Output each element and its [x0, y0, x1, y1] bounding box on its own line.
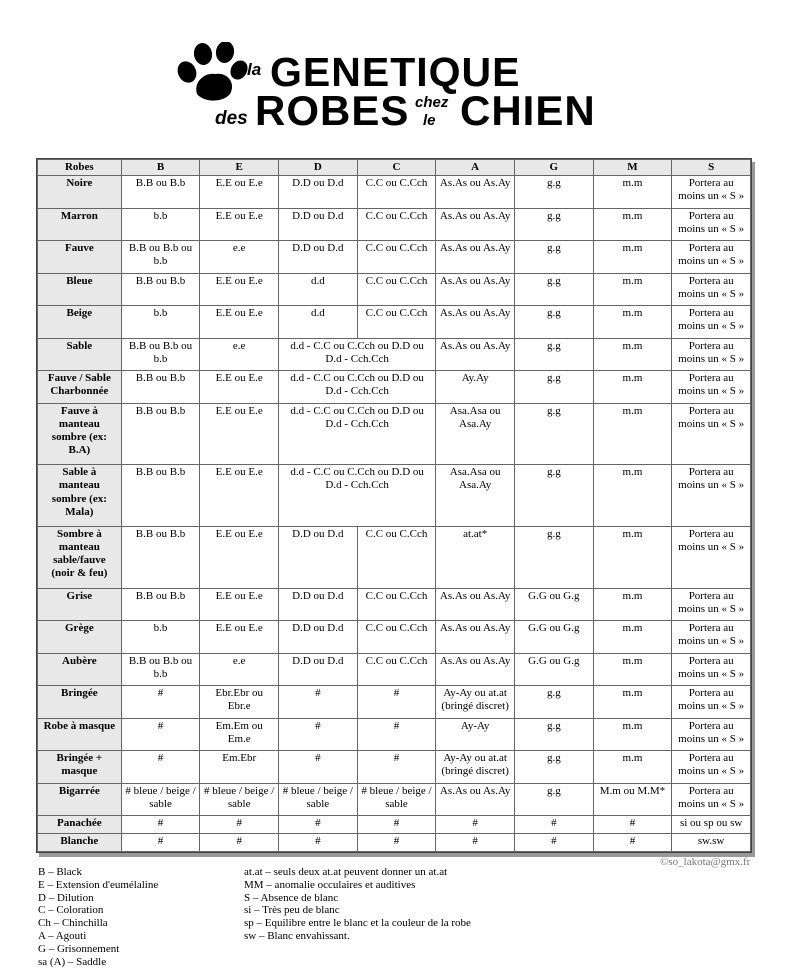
table-cell: C.C ou C.Cch [357, 241, 436, 273]
table-cell: D.D ou D.d [279, 621, 358, 653]
table-cell: As.As ou As.Ay [436, 273, 515, 305]
table-cell: g.g [514, 751, 593, 783]
table-cell: As.As ou As.Ay [436, 621, 515, 653]
table-cell: Portera au moins un « S » [672, 718, 751, 750]
column-header: D [279, 160, 358, 176]
column-header: M [593, 160, 672, 176]
legend-item: sa (A) – Saddle [38, 955, 107, 968]
table-cell: g.g [514, 686, 593, 718]
table-cell: D.D ou D.d [279, 588, 358, 620]
legend-item: B – Black [38, 866, 82, 878]
robe-name: Bringée + masque [38, 751, 122, 783]
table-cell: # [279, 815, 358, 833]
table-cell: # [279, 751, 358, 783]
table-cell: B.B ou B.b [121, 176, 200, 208]
table-cell: As.As ou As.Ay [436, 176, 515, 208]
table-cell: B.B ou B.b ou b.b [121, 241, 200, 273]
table-row [38, 273, 751, 305]
table-cell: m.m [593, 306, 672, 338]
table-cell: D.D ou D.d [279, 526, 358, 588]
legend-item: at.at – seuls deux at.at peuvent donner un at.at [244, 866, 448, 878]
table-cell: G.G ou G.g [514, 588, 593, 620]
robe-name: Sable à manteau sombre (ex: Mala) [38, 465, 122, 527]
table-cell: As.As ou As.Ay [436, 338, 515, 370]
table-cell: Ay-Ay ou at.at (bringé discret) [436, 751, 515, 783]
table-cell: g.g [514, 273, 593, 305]
paw-icon [175, 42, 253, 104]
table-cell: Portera au moins un « S » [672, 621, 751, 653]
legend-item: E – Extension d'eumélaline [38, 878, 159, 891]
robe-name: Robe à masque [38, 718, 122, 750]
table-cell: C.C ou C.Cch [357, 208, 436, 240]
table-cell: # bleue / beige / sable [279, 783, 358, 815]
table-cell: Portera au moins un « S » [672, 306, 751, 338]
legend-left [38, 866, 158, 968]
legend-item: MM – anomalie occulaires et auditives [244, 878, 416, 891]
robe-name: Sombre à manteau sable/fauve (noir & feu) [38, 526, 122, 588]
table-cell: g.g [514, 241, 593, 273]
table-cell: B.B ou B.b ou b.b [121, 653, 200, 685]
table-cell: # [357, 833, 436, 851]
table-cell: # [357, 686, 436, 718]
table-cell: # [436, 815, 515, 833]
table-cell: Em.Em ou Em.e [200, 718, 279, 750]
legend-item: A – Agouti [38, 929, 87, 942]
table-row [38, 208, 751, 240]
table-cell: g.g [514, 526, 593, 588]
table-cell: m.m [593, 176, 672, 208]
table-cell: Ay.Ay [436, 371, 515, 403]
logo-word-le: le [423, 112, 436, 129]
table-cell: # [357, 751, 436, 783]
table-cell: m.m [593, 208, 672, 240]
logo-word-robes: ROBES [255, 87, 410, 134]
table-cell: E.E ou E.e [200, 621, 279, 653]
table-cell: d.d - C.C ou C.Cch ou D.D ou D.d - Cch.Cch [279, 465, 436, 527]
table-cell: C.C ou C.Cch [357, 653, 436, 685]
table-cell: # [121, 718, 200, 750]
column-header: E [200, 160, 279, 176]
table-cell: # [121, 815, 200, 833]
table-cell: m.m [593, 338, 672, 370]
robe-name: Fauve à manteau sombre (ex: B.A) [38, 403, 122, 465]
table-cell: Portera au moins un « S » [672, 338, 751, 370]
table-cell: b.b [121, 208, 200, 240]
table-cell: # [121, 686, 200, 718]
table-row [38, 686, 751, 718]
robe-name: Beige [38, 306, 122, 338]
table-cell: E.E ou E.e [200, 371, 279, 403]
table-cell: Portera au moins un « S » [672, 526, 751, 588]
table-row [38, 403, 751, 465]
table-cell: D.D ou D.d [279, 653, 358, 685]
table-cell: m.m [593, 465, 672, 527]
table-cell: B.B ou B.b [121, 588, 200, 620]
table-cell: C.C ou C.Cch [357, 273, 436, 305]
table-cell: As.As ou As.Ay [436, 783, 515, 815]
logo [175, 38, 595, 133]
table-cell: e.e [200, 338, 279, 370]
table-row [38, 176, 751, 208]
table-cell: Portera au moins un « S » [672, 208, 751, 240]
table-cell: m.m [593, 403, 672, 465]
table-cell: m.m [593, 621, 672, 653]
table-cell: # [593, 833, 672, 851]
table-cell: E.E ou E.e [200, 403, 279, 465]
table-cell: # [121, 833, 200, 851]
robe-name: Panachée [38, 815, 122, 833]
legend-item: sw – Blanc envahissant. [244, 929, 350, 942]
table-cell: D.D ou D.d [279, 241, 358, 273]
table-cell: g.g [514, 306, 593, 338]
table-cell: As.As ou As.Ay [436, 588, 515, 620]
table-cell: d.d [279, 273, 358, 305]
table-cell: m.m [593, 686, 672, 718]
table-cell: # [200, 815, 279, 833]
table-cell: G.G ou G.g [514, 621, 593, 653]
logo-word-chez: chez [415, 94, 449, 111]
table-cell: E.E ou E.e [200, 273, 279, 305]
table-row [38, 718, 751, 750]
table-cell: g.g [514, 371, 593, 403]
table-row [38, 371, 751, 403]
column-header: B [121, 160, 200, 176]
logo-word-la: la [247, 60, 262, 79]
column-header: A [436, 160, 515, 176]
robe-name: Sable [38, 338, 122, 370]
table-row [38, 526, 751, 588]
table-cell: # [514, 815, 593, 833]
table-cell: Portera au moins un « S » [672, 588, 751, 620]
table-cell: si ou sp ou sw [672, 815, 751, 833]
table-cell: at.at* [436, 526, 515, 588]
table-cell: b.b [121, 621, 200, 653]
table-row [38, 241, 751, 273]
table-row [38, 338, 751, 370]
robe-name: Aubère [38, 653, 122, 685]
robe-name: Grège [38, 621, 122, 653]
table-cell: Asa.Asa ou Asa.Ay [436, 403, 515, 465]
table-cell: D.D ou D.d [279, 176, 358, 208]
table-cell: m.m [593, 653, 672, 685]
logo-word-chien: CHIEN [460, 87, 596, 134]
legend-item: G – Grisonnement [38, 942, 120, 955]
table-cell: Ay-Ay [436, 718, 515, 750]
table-cell: # [357, 718, 436, 750]
table-row [38, 306, 751, 338]
table-cell: m.m [593, 718, 672, 750]
table-cell: Portera au moins un « S » [672, 751, 751, 783]
table-cell: # [121, 751, 200, 783]
table-row [38, 465, 751, 527]
legend-item: S – Absence de blanc [244, 891, 339, 904]
table-cell: Em.Ebr [200, 751, 279, 783]
genetics-table-container [36, 158, 752, 853]
table-cell: Portera au moins un « S » [672, 653, 751, 685]
table-cell: Portera au moins un « S » [672, 241, 751, 273]
table-cell: g.g [514, 783, 593, 815]
robe-name: Grise [38, 588, 122, 620]
table-cell: e.e [200, 241, 279, 273]
table-row [38, 751, 751, 783]
table-row [38, 653, 751, 685]
table-row [38, 588, 751, 620]
table-cell: E.E ou E.e [200, 465, 279, 527]
table-cell: Portera au moins un « S » [672, 686, 751, 718]
table-cell: d.d - C.C ou C.Cch ou D.D ou D.d - Cch.Cch [279, 371, 436, 403]
table-cell: d.d - C.C ou C.Cch ou D.D ou D.d - Cch.Cch [279, 338, 436, 370]
table-cell: g.g [514, 338, 593, 370]
table-cell: Portera au moins un « S » [672, 371, 751, 403]
table-cell: Portera au moins un « S » [672, 465, 751, 527]
robe-name: Noire [38, 176, 122, 208]
table-cell: g.g [514, 403, 593, 465]
table-cell: E.E ou E.e [200, 176, 279, 208]
table-cell: As.As ou As.Ay [436, 306, 515, 338]
robe-name: Bigarrée [38, 783, 122, 815]
legend-item: C – Coloration [38, 904, 104, 917]
table-cell: B.B ou B.b ou b.b [121, 338, 200, 370]
table-cell: m.m [593, 241, 672, 273]
table-cell: m.m [593, 273, 672, 305]
table-cell: As.As ou As.Ay [436, 208, 515, 240]
robe-name: Marron [38, 208, 122, 240]
table-cell: d.d - C.C ou C.Cch ou D.D ou D.d - Cch.Cch [279, 403, 436, 465]
table-cell: Ay-Ay ou at.at (bringé discret) [436, 686, 515, 718]
table-cell: E.E ou E.e [200, 306, 279, 338]
column-header: C [357, 160, 436, 176]
legend-item: Ch – Chinchilla [38, 917, 108, 930]
legend-item: si – Très peu de blanc [244, 904, 340, 917]
table-cell: As.As ou As.Ay [436, 241, 515, 273]
table-row [38, 621, 751, 653]
genetics-table [37, 159, 751, 852]
table-cell: m.m [593, 588, 672, 620]
table-cell: # [436, 833, 515, 851]
column-header: S [672, 160, 751, 176]
table-cell: C.C ou C.Cch [357, 621, 436, 653]
logo-word-des: des [215, 108, 248, 129]
table-cell: # [279, 833, 358, 851]
robe-name: Fauve / Sable Charbonnée [38, 371, 122, 403]
table-cell: m.m [593, 751, 672, 783]
robe-name: Blanche [38, 833, 122, 851]
table-cell: B.B ou B.b [121, 526, 200, 588]
table-cell: Portera au moins un « S » [672, 273, 751, 305]
table-row [38, 815, 751, 833]
table-cell: C.C ou C.Cch [357, 306, 436, 338]
table-cell: b.b [121, 306, 200, 338]
table-cell: Portera au moins un « S » [672, 176, 751, 208]
table-row [38, 783, 751, 815]
column-header: G [514, 160, 593, 176]
legend-item: sp – Equilibre entre le blanc et la couleur de la robe [244, 917, 471, 930]
table-cell: E.E ou E.e [200, 588, 279, 620]
copyright: ©so_lakota@gmx.fr [660, 856, 751, 868]
table-cell: # bleue / beige / sable [357, 783, 436, 815]
table-cell: Portera au moins un « S » [672, 403, 751, 465]
robe-name: Bleue [38, 273, 122, 305]
table-cell: B.B ou B.b [121, 403, 200, 465]
table-cell: C.C ou C.Cch [357, 588, 436, 620]
table-cell: B.B ou B.b [121, 273, 200, 305]
table-header-row [38, 160, 751, 176]
table-cell: As.As ou As.Ay [436, 653, 515, 685]
table-cell: m.m [593, 371, 672, 403]
robe-name: Fauve [38, 241, 122, 273]
table-cell: # [514, 833, 593, 851]
table-cell: Portera au moins un « S » [672, 783, 751, 815]
table-cell: g.g [514, 465, 593, 527]
table-cell: Asa.Asa ou Asa.Ay [436, 465, 515, 527]
table-cell: G.G ou G.g [514, 653, 593, 685]
table-cell: M.m ou M.M* [593, 783, 672, 815]
table-cell: # [200, 833, 279, 851]
table-cell: g.g [514, 718, 593, 750]
table-cell: # [279, 718, 358, 750]
table-cell: g.g [514, 208, 593, 240]
table-cell: e.e [200, 653, 279, 685]
table-cell: m.m [593, 526, 672, 588]
table-cell: sw.sw [672, 833, 751, 851]
table-cell: C.C ou C.Cch [357, 526, 436, 588]
table-cell: # [357, 815, 436, 833]
table-cell: g.g [514, 176, 593, 208]
table-cell: D.D ou D.d [279, 208, 358, 240]
legend-right [244, 866, 471, 943]
table-cell: # [279, 686, 358, 718]
column-header: Robes [38, 160, 122, 176]
legend-item: D – Dilution [38, 891, 94, 904]
logo-word-genetique: GENETIQUE [270, 49, 521, 95]
table-cell: d.d [279, 306, 358, 338]
table-cell: # bleue / beige / sable [121, 783, 200, 815]
table-cell: E.E ou E.e [200, 208, 279, 240]
table-cell: B.B ou B.b [121, 465, 200, 527]
table-row [38, 833, 751, 851]
table-cell: C.C ou C.Cch [357, 176, 436, 208]
table-cell: # bleue / beige / sable [200, 783, 279, 815]
table-cell: Ebr.Ebr ou Ebr.e [200, 686, 279, 718]
table-cell: E.E ou E.e [200, 526, 279, 588]
table-cell: # [593, 815, 672, 833]
table-cell: B.B ou B.b [121, 371, 200, 403]
robe-name: Bringée [38, 686, 122, 718]
